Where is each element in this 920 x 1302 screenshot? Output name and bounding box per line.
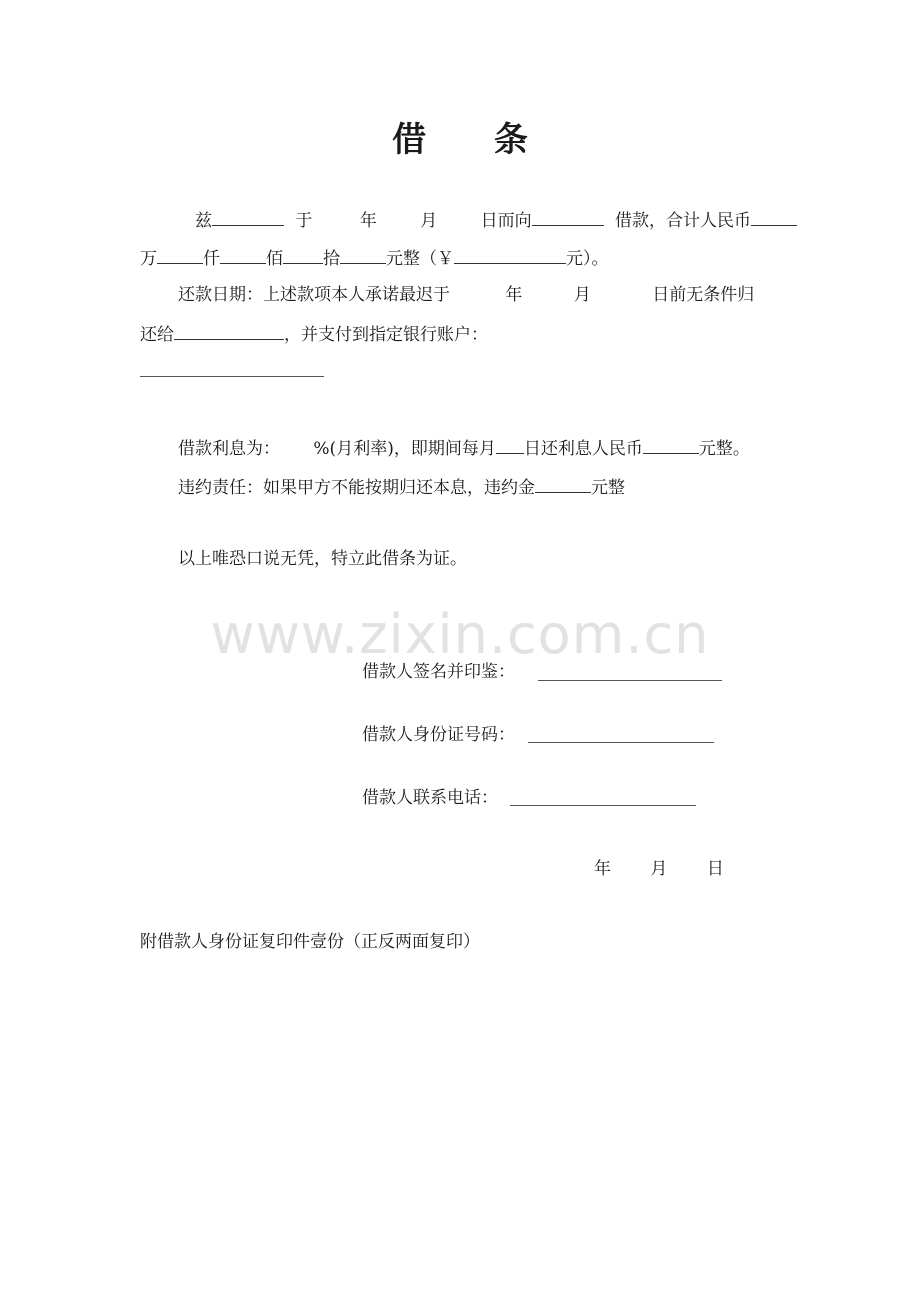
penalty-yuanzheng: 元整 — [591, 478, 625, 498]
interest-ri-tail: 日还利息人民币 — [523, 439, 643, 459]
date-year: 年 — [594, 859, 611, 879]
interest-amount-blank[interactable] — [643, 435, 699, 454]
penalty-line — [178, 474, 625, 500]
intro-line-2 — [140, 245, 609, 271]
document-title: 借 条 — [392, 120, 556, 160]
date-month: 月 — [650, 859, 668, 879]
signature-phone-blank[interactable] — [510, 805, 696, 806]
intro-jiekuan-heji: 借款，合计人民币 — [615, 211, 752, 231]
attachment-note: 附借款人身份证复印件壹份（正反两面复印） — [140, 932, 480, 952]
date-row — [594, 857, 724, 881]
interest-line — [178, 435, 750, 461]
intro-ri-er-xiang: 日而向 — [480, 211, 532, 231]
bank-account-blank[interactable] — [140, 376, 324, 377]
repay-account: ，并支付到指定银行账户： — [284, 325, 488, 345]
intro-wan: 万 — [140, 249, 157, 269]
signature-phone-row — [362, 786, 498, 810]
repay-ri-tail: 日前无条件归 — [652, 285, 755, 305]
repay-huangei: 还给 — [140, 325, 174, 345]
interest-label: 借款利息为： — [178, 439, 280, 459]
amount-yuan-blank[interactable] — [340, 245, 386, 264]
watermark: www.zixin.com.cn — [210, 603, 710, 666]
repay-year: 年 — [505, 285, 523, 305]
intro-bai: 佰 — [266, 249, 283, 269]
intro-yuan-close: 元）。 — [566, 249, 609, 269]
penalty-amount-blank[interactable] — [535, 474, 591, 493]
intro-year: 年 — [359, 211, 377, 231]
signature-name-label: 借款人签名并印鉴： — [362, 662, 515, 682]
intro-month: 月 — [420, 211, 438, 231]
amount-figure-blank[interactable] — [454, 245, 566, 264]
repay-line-2 — [140, 321, 488, 347]
repay-label: 还款日期：上述款项本人承诺最迟于 — [178, 285, 450, 305]
intro-shi: 拾 — [323, 249, 340, 269]
repay-line-1 — [178, 283, 754, 307]
signature-id-blank[interactable] — [528, 742, 714, 743]
signature-name-row — [362, 660, 515, 684]
amount-qian-blank[interactable] — [157, 245, 203, 264]
penalty-label: 违约责任：如果甲方不能按期归还本息，违约金 — [178, 478, 535, 498]
signature-name-blank[interactable] — [538, 680, 722, 681]
intro-qian: 仟 — [203, 249, 220, 269]
lender-name-blank[interactable] — [212, 207, 284, 226]
interest-yuanzheng: 元整。 — [698, 439, 750, 459]
repay-month: 月 — [573, 285, 591, 305]
closing-statement: 以上唯恐口说无凭，特立此借条为证。 — [178, 549, 467, 569]
signature-id-label: 借款人身份证号码： — [362, 725, 515, 745]
date-day: 日 — [706, 859, 724, 879]
amount-wan-blank[interactable] — [751, 207, 797, 226]
intro-zi: 兹 — [195, 211, 212, 231]
amount-shi-blank[interactable] — [283, 245, 323, 264]
amount-bai-blank[interactable] — [220, 245, 266, 264]
intro-yu: 于 — [295, 211, 313, 231]
borrower-name-blank[interactable] — [532, 207, 604, 226]
repay-payee-blank[interactable] — [174, 321, 284, 340]
intro-yuanzheng: 元整（￥ — [386, 249, 454, 269]
interest-rate: %(月利率)，即期间每月 — [313, 439, 496, 459]
interest-day-blank[interactable] — [496, 435, 524, 454]
signature-phone-label: 借款人联系电话： — [362, 788, 498, 808]
intro-line-1 — [195, 207, 797, 233]
signature-id-row — [362, 723, 515, 747]
